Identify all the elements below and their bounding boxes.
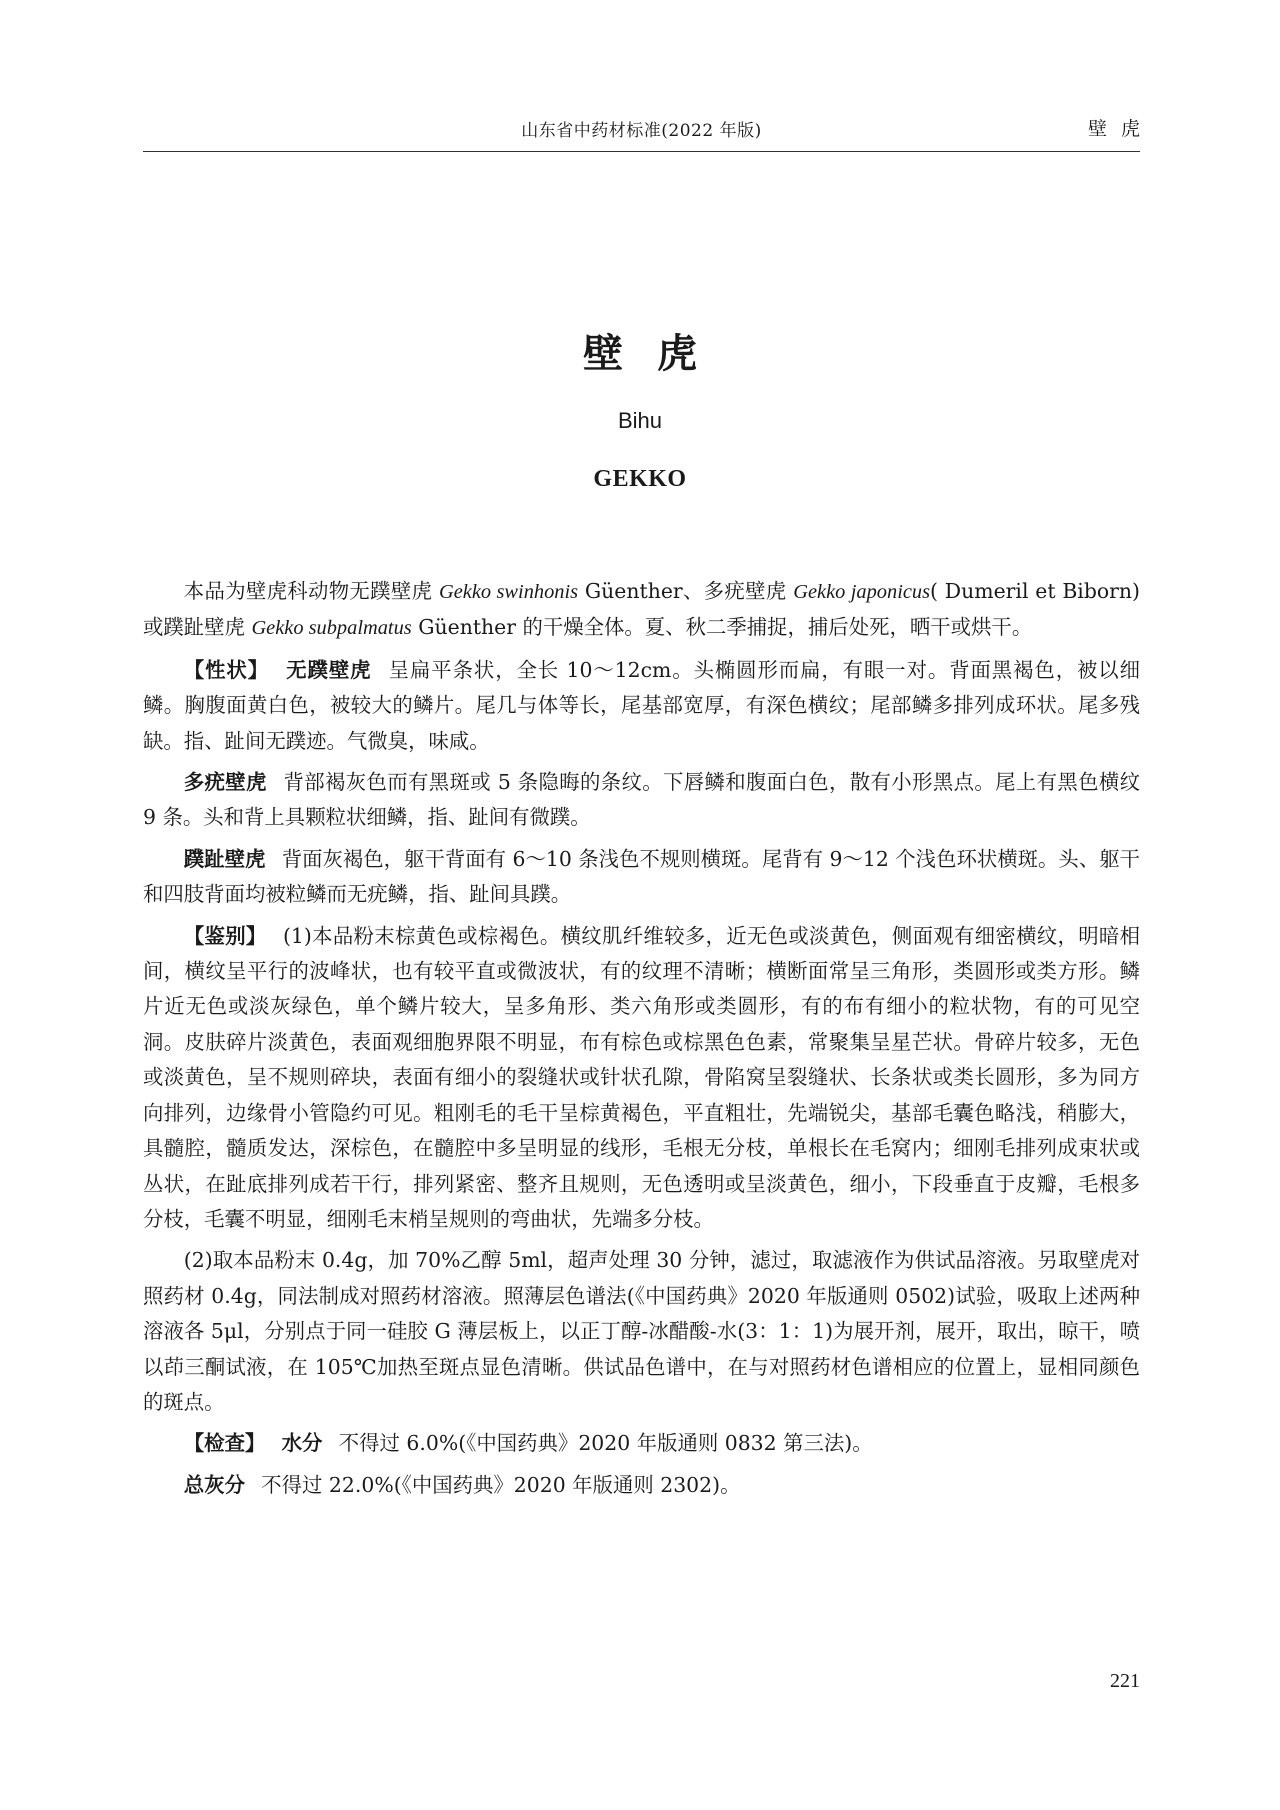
subheading-total-ash: 总灰分 [183, 1472, 245, 1497]
header-rule [143, 151, 1140, 152]
running-header [143, 108, 1154, 148]
jianbie-paragraph-1 [143, 919, 1140, 1238]
entry-body [143, 574, 1140, 1509]
species-name-swinhonis: Gekko swinhonis [439, 581, 579, 603]
entry-title: 壁虎 [583, 331, 731, 377]
subheading-puzhi: 蹼趾壁虎 [183, 846, 266, 871]
subheading-duoyou: 多疣壁虎 [183, 770, 267, 795]
intro-text-2: Güenther、多疣壁虎 [578, 579, 794, 603]
jianbie-paragraph-2 [143, 1243, 1140, 1420]
duoyou-text: 背部褐灰色而有黑斑或 5 条隐晦的条纹。下唇鳞和腹面白色，散有小形黑点。尾上有黑色横纹 9 条。头和背上具颗粒状细鳞，指、趾间有微蹼。 [143, 770, 1141, 830]
subheading-water: 水分 [281, 1431, 323, 1456]
duoyou-paragraph [143, 765, 1140, 836]
water-text: 不得过 6.0%(《中国药典》2020 年版通则 0832 第三法)。 [338, 1431, 873, 1456]
xingzhuang-text: 呈扁平条状，全长 10～12cm。头椭圆形而扁，有眼一对。背面黑褐色，被以细鳞。胸腹面黄白色，被较大的鳞片。尾几与体等长，尾基部宽厚，有深色横纹；尾部鳞多排列成环状。尾多残缺。指、趾间无蹼迹。气微臭，味咸。 [143, 657, 1140, 753]
ash-paragraph [143, 1468, 1140, 1503]
page-number: 221 [1110, 1670, 1140, 1692]
subheading-wupu: 无蹼壁虎 [285, 657, 372, 682]
entry-latin-name: GEKKO [593, 466, 687, 492]
entry-pinyin: Bihu [617, 408, 663, 433]
ash-text: 不得过 22.0%(《中国药典》2020 年版通则 2302)。 [261, 1472, 741, 1497]
jianbie-text-2: (2)取本品粉末 0.4g，加 70%乙醇 5ml，超声处理 30 分钟，滤过，取滤液作为供试品溶液。另取壁虎对照药材 0.4g，同法制成对照药材溶液。照薄层色谱法(《中国药典》2020 年版通则 0502)试验，吸取上述两种溶液各 5μl，分别点于同一硅胶 G 薄层板上，以正丁醇-冰醋酸-水(3：1：1)为展开剂，展开，取出，晾干，喷以茚三酮试液，在 105℃加热至斑点显色清晰。供试品色谱中，在与对照药材色谱相应的位置上，显相同颜色的斑点。 [143, 1248, 1140, 1414]
jiancha-paragraph [143, 1426, 1140, 1461]
section-heading-xingzhuang: 【性状】 [183, 657, 270, 682]
puzhi-text: 背面灰褐色，躯干背面有 6～10 条浅色不规则横斑。尾背有 9～12 个浅色环状横斑。头、躯干和四肢背面均被粒鳞而无疣鳞，指、趾间具蹼。 [143, 846, 1141, 907]
xingzhuang-paragraph [143, 653, 1140, 759]
jianbie-text-1: (1)本品粉末棕黄色或棕褐色。横纹肌纤维较多，近无色或淡黄色，侧面观有细密横纹，明暗相间，横纹呈平行的波峰状，也有较平直或微波状，有的纹理不清晰；横断面常呈三角形，类圆形或类方形。鳞片近无色或淡灰绿色，单个鳞片较大，呈多角形、类六角形或类圆形，有的布有细小的粒状物，有的可见空洞。皮肤碎片淡黄色，表面观细胞界限不明显，布有棕色或棕黑色色素，常聚集呈星芒状。骨碎片较多，无色或淡黄色，呈不规则碎块，表面有细小的裂缝状或针状孔隙，骨陷窝呈裂缝状、长条状或类长圆形，多为同方向排列，边缘骨小管隐约可见。粗刚毛的毛干呈棕黄褐色，平直粗壮，先端锐尖，基部毛囊色略浅，稍膨大，具髓腔，髓质发达，深棕色，在髓腔中多呈明显的线形，毛根无分枝，单根长在毛窝内；细刚毛排列成束状或丛状，在趾底排列成若干行，排列紧密、整齐且规则，无色透明或呈淡黄色，细小，下段垂直于皮瓣，毛根多分枝，毛囊不明显，细刚毛末梢呈规则的弯曲状，先端多分枝。 [143, 923, 1140, 1231]
intro-paragraph [143, 574, 1140, 647]
header-entry-name: 壁虎 [1087, 118, 1154, 140]
puzhi-paragraph [143, 842, 1140, 913]
section-heading-jianbie: 【鉴别】 [183, 923, 267, 948]
intro-text-3: ( Dumeril et Biborn)或蹼趾壁虎 [143, 579, 1140, 640]
intro-text-4: Güenther 的干燥全体。夏、秋二季捕捉，捕后处死，晒干或烘干。 [411, 615, 1033, 640]
section-heading-jiancha: 【检查】 [183, 1431, 266, 1456]
header-book-title: 山东省中药材标准(2022 年版) [521, 121, 762, 141]
species-name-subpalmatus: Gekko subpalmatus [251, 617, 412, 640]
species-name-japonicus: Gekko japonicus [793, 581, 931, 603]
intro-text-1: 本品为壁虎科动物无蹼壁虎 [183, 579, 440, 603]
